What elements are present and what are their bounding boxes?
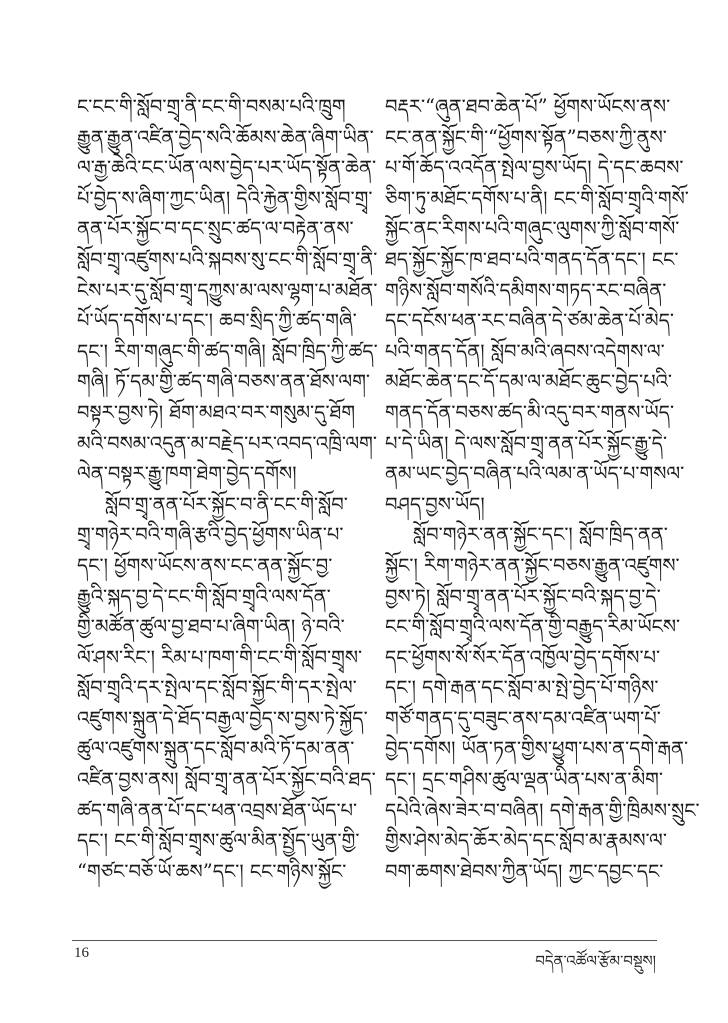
text-line: གཞི། ཏོ་དམ་གྱི་ཚད་གཞི་བཅས་ནན་ཐོས་ལག་ (77, 370, 371, 394)
text-line: དང་དངོས་ཕན་རང་བཞིན་དེ་ཙམ་ཆེན་པོ་མེད་ (385, 309, 675, 333)
text-line: ནན་པོར་སྐྱོང་བ་དང་སྲུང་ཚད་ལ་བརྟེན་ནས་ (77, 217, 354, 241)
text-line: ངང་ནན་སྐྱོང་གི་“ཕྱོགས་སྟོན”བཅས་ཀྱི་ནུས་ (385, 125, 667, 149)
text-line: གཉིས་སློབ་གསོའི་དམིགས་གཏད་རང་བཞིན་ (385, 278, 667, 302)
text-line: སློབ་གཉེར་ནན་སྐྱོང་དང་། སློབ་ཁྲིད་ནན་ (413, 523, 668, 547)
text-line: ནམ་ཡང་བྱེད་བཞིན་པའི་ལམ་ན་ཡོད་པ་གསལ་ (385, 462, 685, 486)
text-line: བག་ཆགས་ཐེབས་ཀྱིན་ཡོད། ཀྱང་དབྱང་དང་ (385, 859, 664, 883)
text-line: པའི་གནད་དོན། སློབ་མའི་ཞབས་འདེགས་ལ་ (385, 339, 665, 363)
text-line: པ་གོ་ཆོད་འའདོན་སྤེལ་བྱས་ཡོད། དེ་དང་ཆབས་ (385, 156, 684, 180)
text-line: སྐྱོང་། རིག་གཉེར་ནན་སྐྱོང་བཅས་རྒྱུན་འཛུགས་ (385, 553, 680, 577)
text-line: པོ་བྱེད་ས་ཞིག་ཀྱང་ཡིན། དེའི་རྐྱེན་གྱིས་སློབ་གྲྭ་ (77, 186, 373, 210)
text-line: སྐྱོང་ནང་རིགས་པའི་གཞུང་ལུགས་ཀྱི་སློབ་གསོ་ (385, 217, 680, 241)
text-line: སློབ་གྲྭ་འཛུགས་པའི་སྐབས་སུ་ངང་གི་སློབ་གྲྭ་ནི་ (77, 247, 378, 271)
footer-rule (72, 940, 657, 941)
text-line: ལོ་ཤས་རིང་། རིམ་པ་ཁག་གི་ངང་གི་སློབ་གྲྭས་ (77, 645, 363, 669)
right-text-column (385, 92, 700, 887)
text-line: པོ་ཡོད་དགོས་པ་དང་། ཆབ་སྲིད་ཀྱི་ཚད་གཞི་ (77, 309, 357, 333)
text-line: ཚུལ་འཛུགས་སྐྲུན་དང་སློབ་མའི་ཏོ་དམ་ནན་ (77, 737, 355, 761)
text-line: དཔེའི་ཞེས་ཟེར་བ་བཞིན། དགེ་རྒན་གྱི་ཁྲིམས་སྲུང་ (385, 798, 700, 822)
text-line: “གཙང་བཅོ་ཡོ་ཆས”དང་། ངང་གཉིས་སྐྱོང་ (77, 859, 347, 883)
text-line: གྲྭ་གཉེར་བའི་གཞི་རྩའི་བྱེད་ཕྱོགས་ཡིན་པ་ (77, 523, 344, 547)
text-line: གྱི་མཚོན་ཚུལ་བྱ་ཐབ་པ་ཞིག་ཡིན། ཉེ་བའི་ (77, 615, 345, 639)
text-line: བརྡར་“ཞུན་ཐབ་ཆེན་པོ” ཕྱོགས་ཡོངས་ནས་ (385, 95, 671, 118)
left-text-column (77, 92, 378, 887)
text-line: དང་། ངང་གི་སློབ་གྲྭས་ཚུལ་མིན་སྤྱོད་ཡུན་གྱི་ (77, 829, 360, 853)
text-line: ངེས་པར་དུ་སློབ་གྲྭ་དཀྱུས་མ་ལས་ལྷག་པ་མཐོན་ (77, 278, 378, 302)
text-line: མའི་བསམ་འདུན་མ་བརྗེད་པར་འབད་འཁྲི་ལག་ (77, 431, 377, 455)
text-line: དང་། དྲང་གཤིས་ཚུལ་ལྡན་ཡིན་པས་ན་མིག་ (385, 768, 663, 792)
text-line: འཛུགས་སྐྲུན་དེ་ཐོད་བརྒྱལ་བྱེད་ས་བྱས་ཏེ་སྐྱོད་ (77, 706, 368, 730)
text-line: གྱིས་ཤེས་མེད་ཆོར་མེད་དང་སློབ་མ་རྣམས་ལ་ (385, 829, 667, 853)
text-line: བསྟར་བྱས་ཏེ། ཐོག་མཐའ་བར་གསུམ་དུ་ཐོག (77, 400, 356, 424)
text-line: བཤད་བྱས་ཡོད། (385, 492, 485, 516)
text-line: དང་། ཕྱོགས་ཡོངས་ནས་ངང་ནན་སྐྱོང་བྱ་ (77, 553, 333, 577)
text-line: དང་། རིག་གཞུང་གི་ཚད་གཞི། སློབ་ཁྲིད་ཀྱི་ཚད་ (77, 339, 378, 363)
text-line: བྱས་ཏེ། སློབ་གྲྭ་ནན་པོར་སྐྱོང་བའི་སྐད་བྱ་དེ་ (385, 584, 661, 608)
text-line: ལེན་བསྟར་རྒྱུ་ཁག་ཐེག་བྱེད་དགོས། (77, 462, 297, 486)
text-line: ཅིག་ཏུ་མཐོང་དགོས་པ་ནི། ངང་གི་སློབ་གྲྭའི་གསོ་ (385, 186, 689, 210)
text-line: གནད་དོན་བཅས་ཚད་མི་འདུ་བར་གནས་ཡོད་ (385, 400, 675, 424)
text-line: ལ་རྒྱ་ཆེའི་ངང་ཡོན་ལས་བྱེད་པར་ཡོད་སྟོན་ཆེན་ (77, 156, 377, 180)
text-line: ངང་གི་སློབ་གྲྭའི་ལས་དོན་གྱི་བརྒྱུད་རིམ་ཡོངས་ (385, 615, 681, 639)
text-line: ང་ངང་གི་སློབ་གྲྭ་ནི་ངང་གི་བསམ་པའི་ཁྲུག (77, 95, 346, 118)
text-line: ཐད་སྐྱོང་སྐྱོང་ཁ་ཐབ་པའི་གནད་དོན་དང་། ངང་ (385, 247, 679, 271)
text-line: སློབ་གྲྭ་ནན་པོར་སྐྱོང་བ་ནི་ངང་གི་སློབ་ (105, 492, 348, 516)
journal-title: བདེན་འཚོལ་རྩོམ་བསྡུས། (535, 952, 656, 970)
text-line: རྒྱུའི་སྐད་བྱ་དེ་ངང་གི་སློབ་གྲྭའི་ལས་དོན་ (77, 584, 331, 608)
text-line: འཛིན་བྱས་ནས། སློབ་གྲྭ་ནན་པོར་སྐྱོང་བའི་ཐད་ (77, 768, 376, 792)
text-line: མཐོང་ཆེན་དང་དོ་དམ་ལ་མཐོང་ཆུང་བྱེད་པའི་ (385, 370, 672, 394)
page-number: 16 (74, 945, 89, 961)
text-line: པ་དེ་ཡིན། དེ་ལས་སློབ་གྲྭ་ནན་པོར་སྐྱོང་རྒྱུ་དེ་ (385, 431, 668, 455)
text-line: ཚད་གཞི་ནན་པོ་དང་ཕན་འབྲས་ཐོན་ཡོད་པ་ (77, 798, 358, 822)
text-line: གཙོ་གནད་དུ་བཟུང་ནས་དམ་འཛིན་ཡག་པོ་ (385, 706, 661, 730)
text-line: སློབ་གྲྭའི་དར་སྤེལ་དང་སློབ་སྐྱོང་གི་དར་སྤེལ་ (77, 676, 357, 700)
text-line: དང་། དགེ་རྒན་དང་སློབ་མ་སྤེ་བྱེད་པོ་གཉིས་ (385, 676, 659, 700)
text-line: བྱེད་དགོས། ཡོན་ཏན་གྱིས་ཕྱུག་པས་ན་དགེ་རྒན་ (385, 737, 689, 761)
text-line: དང་ཕྱོགས་སོ་སོར་དོན་འཁྱོལ་བྱེད་དགོས་པ་ (385, 645, 661, 669)
text-line: རྒྱུན་རྒྱུན་འཛིན་བྱེད་སའི་ཆོམས་ཆེན་ཞིག་ཡིན་ (77, 125, 374, 149)
